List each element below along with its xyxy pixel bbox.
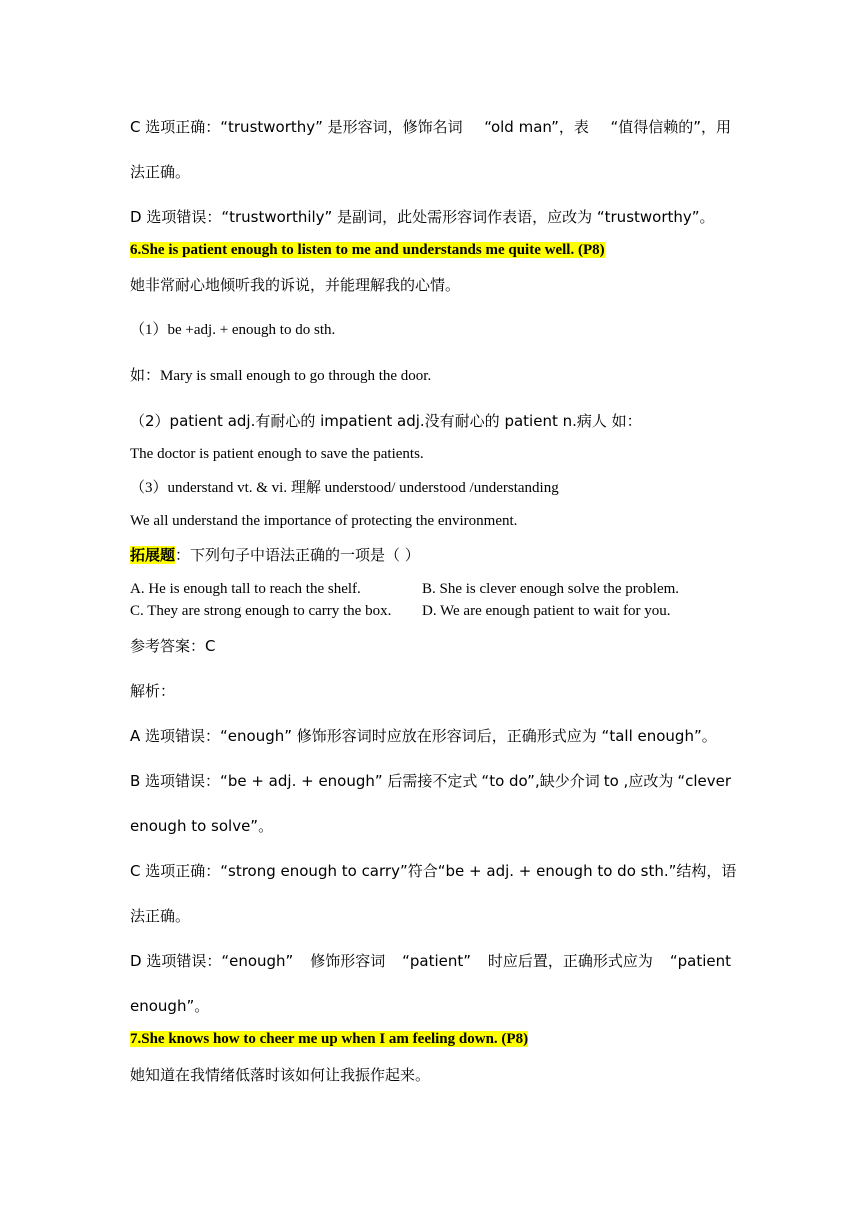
sentence-heading <box>130 240 605 260</box>
option-d: D. We are enough patient to wait for you. <box>422 603 671 619</box>
option-b: B. She is clever enough solve the problem. <box>422 581 680 597</box>
analysis-d-segment: “patient” <box>402 952 472 970</box>
analysis-d-segment: 修饰形容词 <box>310 952 386 970</box>
sentence-translation: 她知道在我情绪低落时该如何让我振作起来。 <box>130 1066 431 1084</box>
analysis-c-segment: “be + adj. + enough to do sth.” <box>437 862 677 880</box>
analysis-b-segment: “clever <box>677 772 731 790</box>
analysis-c-line <box>130 861 737 881</box>
analysis-a-line: A 选项错误：“enough” 修饰形容词时应放在形容词后，正确形式应为 “tall enough”。 <box>130 727 717 745</box>
analysis-c-line2: 法正确。 <box>130 163 191 181</box>
grammar-point-2: （2）patient adj.有耐心的 impatient adj.没有耐心的 patient n.病人 如： <box>130 412 642 430</box>
exercise-question <box>130 545 420 565</box>
example-sentence-3: We all understand the importance of protecting the environment. <box>130 513 518 529</box>
analysis-label: 解析： <box>130 682 176 700</box>
analysis-c-line <box>130 117 731 137</box>
option-c: C. They are strong enough to carry the box. <box>130 603 392 619</box>
sentence-heading <box>130 1029 528 1049</box>
exercise-tag: 拓展题 <box>130 546 176 564</box>
example-sentence-1: 如：Mary is small enough to go through the door. <box>130 368 432 384</box>
analysis-b-segment: B 选项错误：“be + adj. + enough” 后需接不定式 <box>130 772 478 790</box>
grammar-point-1: （1）be +adj. + enough to do sth. <box>130 322 336 338</box>
analysis-c-segment: C 选项正确：“strong enough to carry” <box>130 862 408 880</box>
analysis-c-segment: C 选项正确：“trustworthy” 是形容词，修饰名词 <box>130 118 463 136</box>
analysis-c-segment: “old man”，表 <box>484 118 589 136</box>
analysis-b-line <box>130 771 731 791</box>
analysis-d-segment: “patient <box>669 952 731 970</box>
analysis-b-segment: to ,应改为 <box>603 772 674 790</box>
analysis-c-segment: 结构，语 <box>676 862 737 880</box>
exercise-question-text: ：下列句子中语法正确的一项是（ ） <box>175 546 420 564</box>
analysis-d-segment: D 选项错误：“enough” <box>130 952 294 970</box>
analysis-b-line2: enough to solve”。 <box>130 817 274 835</box>
answer-line: 参考答案：C <box>130 637 216 655</box>
option-a: A. He is enough tall to reach the shelf. <box>130 581 361 597</box>
sentence-translation: 她非常耐心地倾听我的诉说，并能理解我的心情。 <box>130 276 461 294</box>
analysis-c-segment: “值得信赖的”，用 <box>610 118 731 136</box>
analysis-c-line2: 法正确。 <box>130 907 191 925</box>
highlighted-sentence: 6.She is patient enough to listen to me and understands me quite well. (P8) <box>130 242 605 258</box>
grammar-point-3: （3）understand vt. & vi. 理解 understood/ understood /understanding <box>130 480 559 496</box>
analysis-d-line <box>130 951 731 971</box>
analysis-c-segment: 符合 <box>407 862 438 880</box>
analysis-d-line: D 选项错误：“trustworthily” 是副词，此处需形容词作表语，应改为 “trustworthy”。 <box>130 208 715 226</box>
example-sentence-2: The doctor is patient enough to save the patients. <box>130 446 424 462</box>
highlighted-sentence: 7.She knows how to cheer me up when I am feeling down. (P8) <box>130 1031 529 1047</box>
analysis-b-segment: “to do”,缺少介词 <box>481 772 600 790</box>
analysis-d-line2: enough”。 <box>130 997 210 1015</box>
analysis-d-segment: 时应后置，正确形式应为 <box>487 952 653 970</box>
